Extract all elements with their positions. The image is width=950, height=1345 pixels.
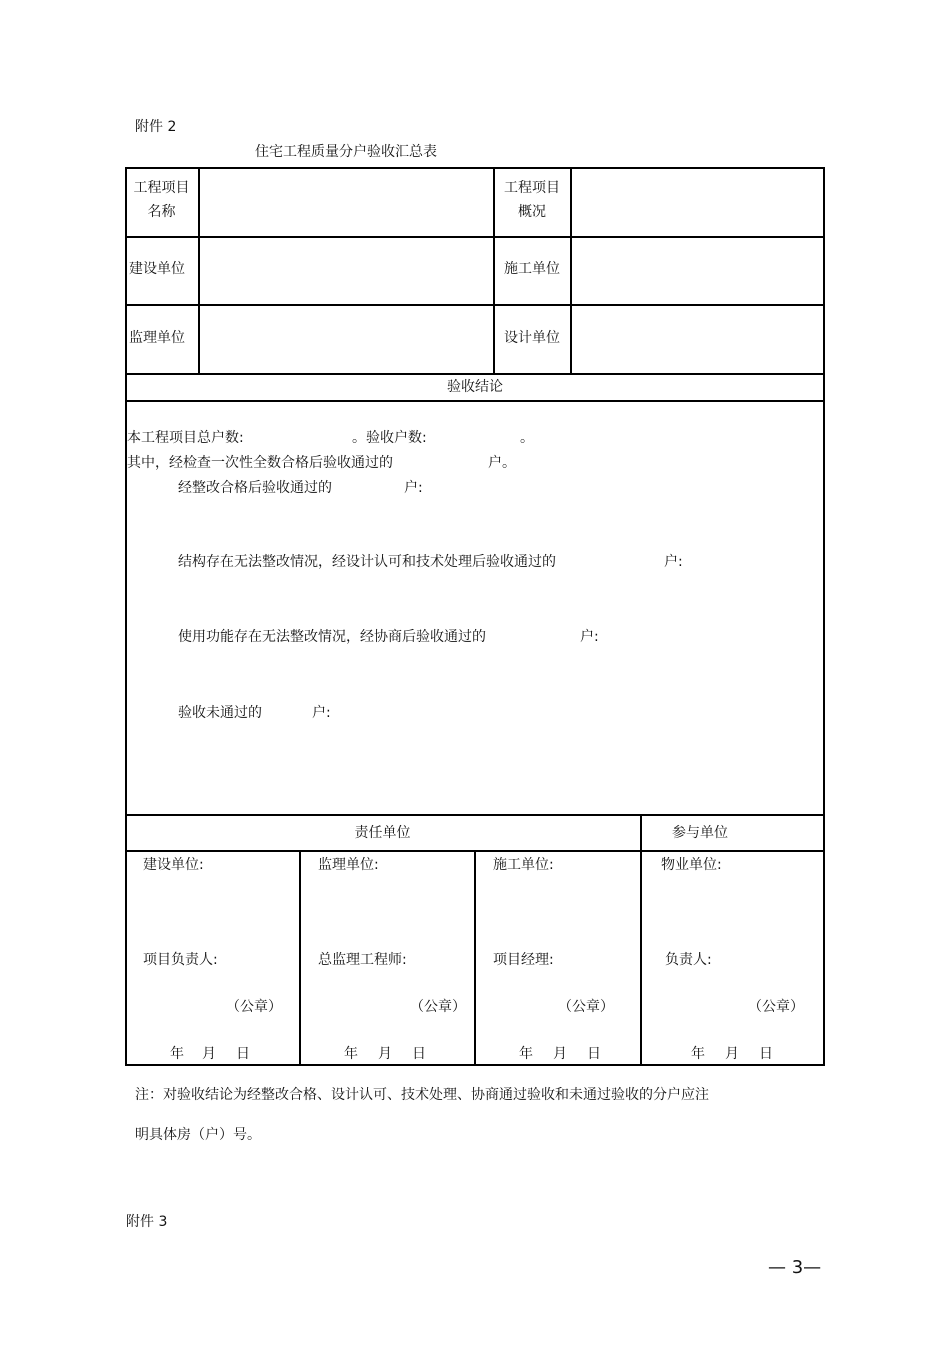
row-divider	[125, 304, 825, 306]
functional-unit: 户:	[580, 629, 599, 645]
signoff-person-label: 项目负责人:	[143, 952, 218, 968]
row-divider	[125, 236, 825, 238]
total-households-label: 本工程项目总户数:	[127, 430, 244, 446]
note-line-1: 注：对验收结论为经整改合格、设计认可、技术处理、协商通过验收和未通过验收的分户应注	[135, 1087, 709, 1103]
date-day: 日	[412, 1046, 426, 1062]
signoff-unit-label: 施工单位:	[493, 857, 554, 873]
page-number: — 3—	[768, 1257, 822, 1278]
first-pass-text: 其中，经检查一次性全数合格后验收通过的	[127, 455, 393, 471]
date-year: 年	[519, 1046, 533, 1062]
date-year: 年	[170, 1046, 184, 1062]
col-divider	[640, 814, 642, 1066]
signoff-unit-label: 建设单位:	[143, 857, 204, 873]
row-divider	[125, 400, 825, 402]
official-seal-label: （公章）	[558, 999, 614, 1015]
date-day: 日	[587, 1046, 601, 1062]
supervisor-label: 监理单位	[129, 330, 185, 346]
col-divider	[299, 850, 301, 1066]
responsible-units-header: 责任单位	[354, 825, 411, 841]
inspected-households-label: 。验收户数:	[352, 430, 427, 446]
rectified-pass-text: 经整改合格后验收通过的	[178, 480, 332, 496]
first-pass-unit: 户。	[488, 455, 516, 471]
row-divider	[125, 814, 825, 816]
structural-unit: 户:	[664, 554, 683, 570]
conclusion-heading: 验收结论	[447, 379, 503, 395]
date-month: 月	[378, 1046, 392, 1062]
rectified-pass-unit: 户:	[404, 480, 423, 496]
signoff-unit-label: 监理单位:	[318, 857, 379, 873]
date-day: 日	[236, 1046, 250, 1062]
signoff-unit-label: 物业单位:	[661, 857, 722, 873]
date-month: 月	[725, 1046, 739, 1062]
col-divider	[198, 167, 200, 375]
signoff-person-label: 项目经理:	[493, 952, 554, 968]
col-divider	[474, 850, 476, 1066]
official-seal-label: （公章）	[410, 999, 466, 1015]
failed-text: 验收未通过的	[178, 705, 262, 721]
date-year: 年	[344, 1046, 358, 1062]
row-divider	[125, 373, 825, 375]
date-month: 月	[202, 1046, 216, 1062]
date-day: 日	[759, 1046, 773, 1062]
date-month: 月	[553, 1046, 567, 1062]
note-line-2: 明具体房（户）号。	[135, 1127, 261, 1143]
signoff-person-label: 负责人:	[665, 952, 712, 968]
construction-owner-label: 建设单位	[129, 261, 185, 277]
form-title: 住宅工程质量分户验收汇总表	[255, 144, 437, 160]
functional-text: 使用功能存在无法整改情况，经协商后验收通过的	[178, 629, 486, 645]
col-divider	[570, 167, 572, 375]
date-year: 年	[691, 1046, 705, 1062]
official-seal-label: （公章）	[226, 999, 282, 1015]
attachment-label: 附件 2	[135, 119, 177, 135]
failed-unit: 户:	[312, 705, 331, 721]
participating-units-header: 参与单位	[672, 825, 728, 841]
next-attachment-label: 附件 3	[126, 1214, 168, 1230]
project-overview-label: 工程项目 概况	[504, 180, 560, 220]
structural-text: 结构存在无法整改情况，经设计认可和技术处理后验收通过的	[178, 554, 556, 570]
signoff-person-label: 总监理工程师:	[318, 952, 407, 968]
designer-label: 设计单位	[504, 330, 560, 346]
official-seal-label: （公章）	[748, 999, 804, 1015]
period-mark: 。	[520, 430, 534, 446]
contractor-label: 施工单位	[504, 261, 560, 277]
project-name-label: 工程项目 名称	[133, 180, 190, 220]
